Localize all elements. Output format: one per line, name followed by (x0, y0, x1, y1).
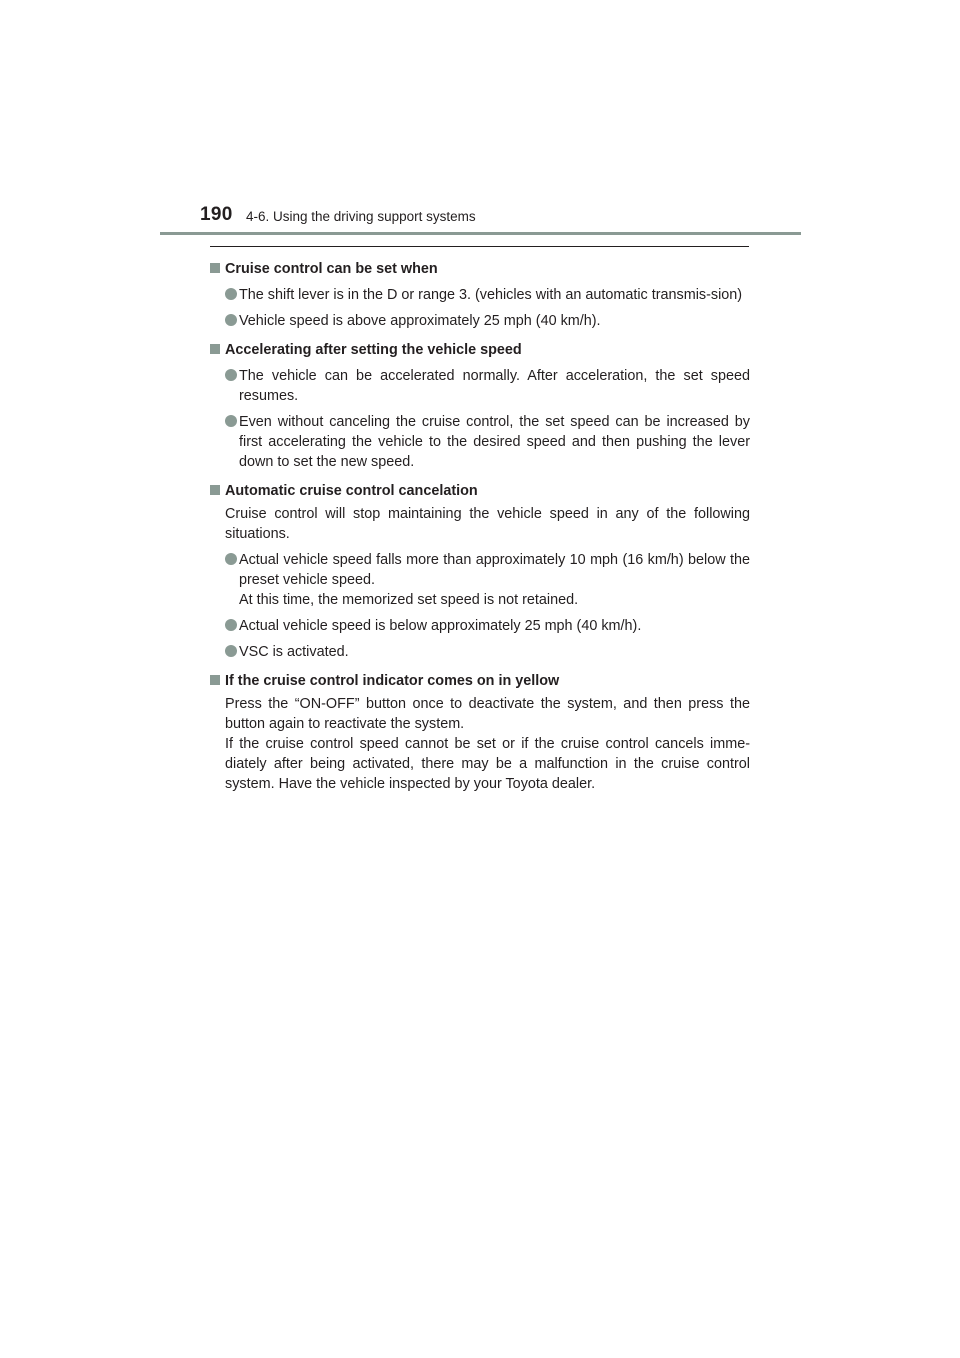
content-rule (210, 246, 749, 247)
section-heading-text: Cruise control can be set when (225, 261, 438, 277)
bullet-text: The shift lever is in the D or range 3. (vehicles with an automatic transmis-sion) (239, 287, 743, 303)
bullet-dot-icon (225, 645, 237, 657)
bullet-item (225, 412, 750, 472)
bullet-text: The vehicle can be accelerated normally. After acceleration, the set speed resumes. (239, 368, 750, 404)
section-paragraph: If the cruise control speed cannot be set or if the cruise control cancels imme-diately after being activated, there may be a malfunction in the cruise control system. Have the vehicle inspected by your Toyota dealer. (225, 736, 750, 792)
bullet-text: VSC is activated. (239, 644, 349, 660)
bullet-text (239, 550, 750, 610)
section-heading-text: Accelerating after setting the vehicle speed (225, 342, 522, 358)
bullet-dot-icon (225, 288, 237, 300)
header-rule (160, 232, 801, 235)
bullet-dot-icon (225, 619, 237, 631)
bullet-item (225, 642, 750, 662)
bullet-dot-icon (225, 415, 237, 427)
bullet-item (225, 550, 750, 610)
bullet-text-line: Actual vehicle speed falls more than approximately 10 mph (16 km/h) below the preset vehicle speed. (239, 552, 750, 588)
bullet-dot-icon (225, 369, 237, 381)
page-number: 190 (200, 204, 233, 225)
page-content (210, 259, 750, 794)
bullet-text: Even without canceling the cruise control, the set speed can be increased by first accelerating the vehicle to the desired speed and then pushing the lever down to set the new speed. (239, 414, 750, 470)
section-intro: Cruise control will stop maintaining the vehicle speed in any of the following situations. (225, 506, 750, 542)
bullet-dot-icon (225, 314, 237, 326)
section-heading (210, 481, 750, 501)
section-paragraph: Press the “ON-OFF” button once to deactivate the system, and then press the button again to reactivate the system. (225, 696, 750, 732)
section-heading (210, 671, 750, 691)
bullet-text: Actual vehicle speed is below approximately 25 mph (40 km/h). (239, 618, 642, 634)
bullet-text: Vehicle speed is above approximately 25 mph (40 km/h). (239, 313, 601, 329)
section-heading-text: Automatic cruise control cancelation (225, 483, 478, 499)
bullet-text-line: At this time, the memorized set speed is not retained. (239, 592, 579, 608)
square-marker-icon (210, 675, 220, 685)
square-marker-icon (210, 263, 220, 273)
section-heading (210, 340, 750, 360)
section-heading-text: If the cruise control indicator comes on in yellow (225, 673, 560, 689)
square-marker-icon (210, 485, 220, 495)
bullet-item (225, 366, 750, 406)
bullet-dot-icon (225, 553, 237, 565)
bullet-item (225, 311, 750, 331)
bullet-item (225, 285, 750, 305)
section-title: 4-6. Using the driving support systems (246, 209, 476, 224)
square-marker-icon (210, 344, 220, 354)
section-heading (210, 259, 750, 279)
bullet-item (225, 616, 750, 636)
